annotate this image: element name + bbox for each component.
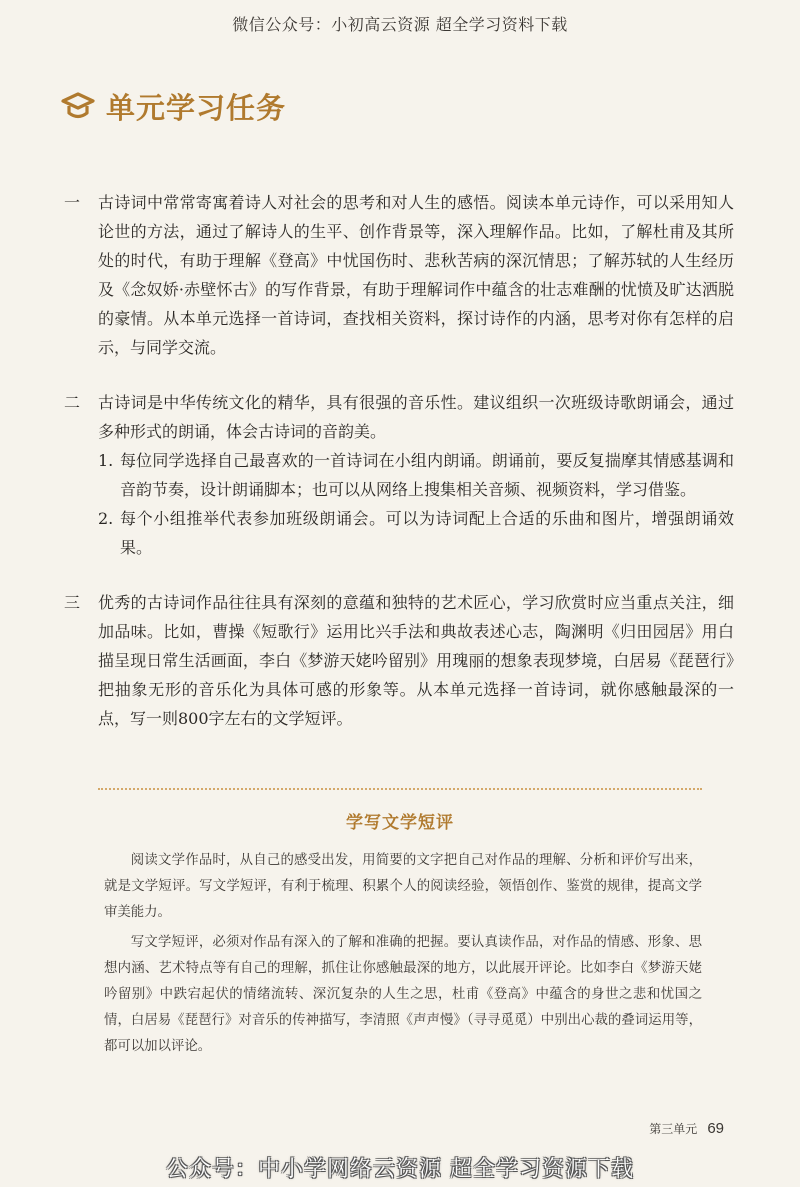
top-watermark: 微信公众号：小初高云资源 超全学习资料下载 [232,15,568,34]
sidebar-paragraph: 写文学短评，必须对作品有深入的了解和准确的把握。要认真读作品，对作品的情感、形象、思想内涵、艺术特点等有自己的理解，抓住让你感触最深的地方，以此展开评论。比如李白《梦游天姥吟留别》中跌宕起伏的情绪流转、深沉复杂的人生之思，杜甫《登高》中蕴含的身世之悲和忧国之情，白居易《琵琶行》对音乐的传神描写，李清照《声声慢》（寻寻觅觅）中别出心裁的叠词运用等，都可以加以评论。 [104,935,702,1054]
sub-item-number: 1. [98,451,114,470]
bottom-watermark: 公众号：中小学网络云资源 超全学习资源下载 [166,1157,634,1182]
task-item [64,388,734,562]
section-header [60,86,286,126]
sub-item-number: 2. [98,509,114,528]
task-text: 古诗词中常常寄寓着诗人对社会的思考和对人生的感悟。阅读本单元诗作，可以采用知人论世的方法，通过了解诗人的生平、创作背景等，深入理解作品。比如，了解杜甫及其所处的时代，有助于理解《登高》中忧国伤时、悲秋苦病的深沉情思；了解苏轼的人生经历及《念奴娇·赤壁怀古》的写作背景，有助于理解词作中蕴含的壮志难酬的忧愤及旷达洒脱的豪情。从本单元选择一首诗词，查找相关资料，探讨诗作的内涵，思考对你有怎样的启示，与同学交流。 [98,193,734,357]
unit-label: 第三单元 [649,1122,698,1136]
page-number: 69 [707,1120,724,1137]
sidebar-title: 学写文学短评 [346,813,454,833]
task-number: 二 [64,393,81,412]
sub-item-text: 每位同学选择自己最喜欢的一首诗词在小组内朗诵。朗诵前，要反复揣摩其情感基调和音韵节奏，设计朗诵脚本；也可以从网络上搜集相关音频、视频资料，学习借鉴。 [120,451,734,499]
page-footer [649,1120,724,1137]
task-item [64,588,734,733]
task-text: 优秀的古诗词作品往往具有深刻的意蕴和独特的艺术匠心，学习欣赏时应当重点关注，细加品味。比如，曹操《短歌行》运用比兴手法和典故表述心志，陶渊明《归田园居》用白描呈现日常生活画面，李白《梦游天姥吟留别》用瑰丽的想象表现梦境，白居易《琵琶行》把抽象无形的音乐化为具体可感的形象等。从本单元选择一首诗词，就你感触最深的一点，写一则800字左右的文学短评。 [98,593,734,728]
task-text: 古诗词是中华传统文化的精华，具有很强的音乐性。建议组织一次班级诗歌朗诵会，通过多种形式的朗诵，体会古诗词的音韵美。 [98,393,734,441]
sub-item [98,446,734,504]
section-title: 单元学习任务 [106,90,287,125]
sub-item-text: 每个小组推举代表参加班级朗诵会。可以为诗词配上合适的乐曲和图片，增强朗诵效果。 [120,509,734,557]
task-item [64,188,734,362]
task-number: 三 [64,593,81,612]
task-list [64,188,734,759]
sidebar-body [104,848,702,1064]
sidebar-paragraph: 阅读文学作品时，从自己的感受出发，用简要的文字把自己对作品的理解、分析和评价写出来，就是文学短评。写文学短评，有利于梳理、积累个人的阅读经验，领悟创作、鉴赏的规律，提高文学审美能力。 [104,853,702,920]
task-number: 一 [64,193,81,212]
dotted-divider [98,788,702,790]
graduation-cap-icon [60,90,96,122]
sub-item [98,504,734,562]
